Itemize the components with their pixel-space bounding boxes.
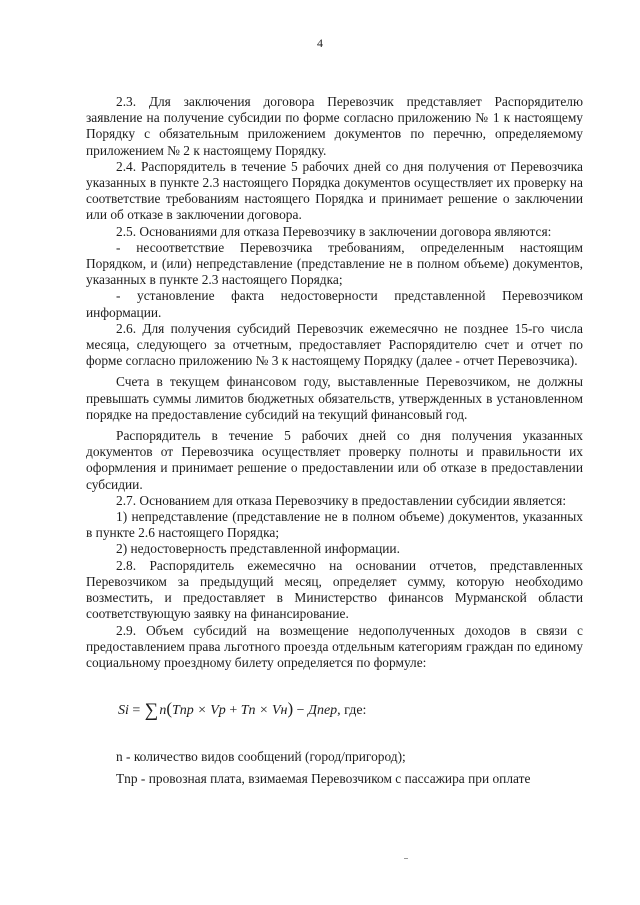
definition-n: n - количество видов сообщений (город/пригород);	[116, 749, 406, 765]
formula-plus: +	[225, 703, 241, 719]
paragraph-2-3: 2.3. Для заключения договора Перевозчик представляет Распорядителю заявление на получение субсидии по форме согласно приложению № 1 к настоящему Порядку с обязательным приложением документов по перечню, определяемому приложением № 2 к настоящему Порядку.	[86, 94, 583, 158]
sum-symbol: ∑	[144, 700, 159, 722]
formula-term-2: Tn × Vн	[240, 703, 288, 719]
formula-term-1: Tnp × Vp	[172, 703, 226, 719]
paragraph-2-7: 2.7. Основанием для отказа Перевозчику в предоставлении субсидии является:	[116, 492, 567, 508]
paragraph-2-6: 2.6. Для получения субсидий Перевозчик ежемесячно не позднее 15-го числа месяца, следующего за отчетным, предоставляет Распорядителю счет и отчет по форме согласно приложению № 3 к настоящему Порядку (далее - отчет Перевозчика).	[86, 320, 583, 369]
list-item-subsidy-refusal-2: 2) недостоверность представленной информации.	[116, 541, 400, 557]
formula-close-paren: )	[287, 699, 294, 719]
paragraph-2-8: 2.8. Распорядитель ежемесячно на основании отчетов, представленных Перевозчиком за предыдущий месяц, определяет сумму, которую необходимо возместить, и предоставляет в Министерство финансов Мурманской области соответствующую заявку на финансирование.	[86, 557, 583, 622]
formula-term-3: Дпер	[308, 703, 338, 719]
list-item-subsidy-refusal-1: 1) непредставление (представление не в полном объеме) документов, указанных в пункте 2.6 настоящего Порядка;	[86, 509, 583, 541]
definition-tnp: Tnp - провозная плата, взимаемая Перевозчиком с пассажира при оплате	[116, 770, 531, 786]
document-body	[86, 94, 583, 787]
paragraph-distributor-check: Распорядитель в течение 5 рабочих дней со дня получения указанных документов от Перевозчика осуществляет проверку полноты и правильности их оформления и принимает решение о предоставлении или об отказе в предоставлении субсидии.	[86, 428, 583, 492]
formula-n: n	[159, 703, 167, 719]
paragraph-invoices: Счета в текущем финансовом году, выставленные Перевозчиком, не должны превышать суммы лимитов бюджетных обязательств, утвержденных в установленном порядке на предоставление субсидий на текущий финансовый год.	[86, 374, 583, 422]
paragraph-2-4: 2.4. Распорядитель в течение 5 рабочих дней со дня получения от Перевозчика указанных в пункте 2.3 настоящего Порядка документов осуществляет их проверку на соответствие требованиям настоящего Порядка и принимает решение о заключении или об отказе в заключении договора.	[86, 158, 583, 223]
formula-tail: , где:	[337, 703, 367, 719]
formula-minus: −	[293, 703, 309, 719]
formula-open-paren: (	[166, 699, 173, 719]
formula-equals: =	[128, 703, 144, 719]
list-item-refusal-2: - установление факта недостоверности представленной Перевозчиком информации.	[86, 288, 583, 320]
scan-speck	[404, 858, 408, 859]
paragraph-2-9: 2.9. Объем субсидий на возмещение недополученных доходов в связи с предоставлением права льготного проезда отдельным категориям граждан по единому социальному проездному билету определяется по формуле:	[86, 622, 583, 670]
formula-lhs: Si	[118, 703, 129, 719]
list-item-refusal-1: - несоответствие Перевозчика требованиям, определенным настоящим Порядком, и (или) непредставление (представление не в полном объеме) документов, указанных в пункте 2.3 настоящего Порядка;	[86, 239, 583, 288]
page-number: 4	[317, 36, 323, 50]
paragraph-2-5: 2.5. Основаниями для отказа Перевозчику в заключении договора являются:	[116, 223, 552, 239]
subsidy-formula	[118, 699, 583, 722]
